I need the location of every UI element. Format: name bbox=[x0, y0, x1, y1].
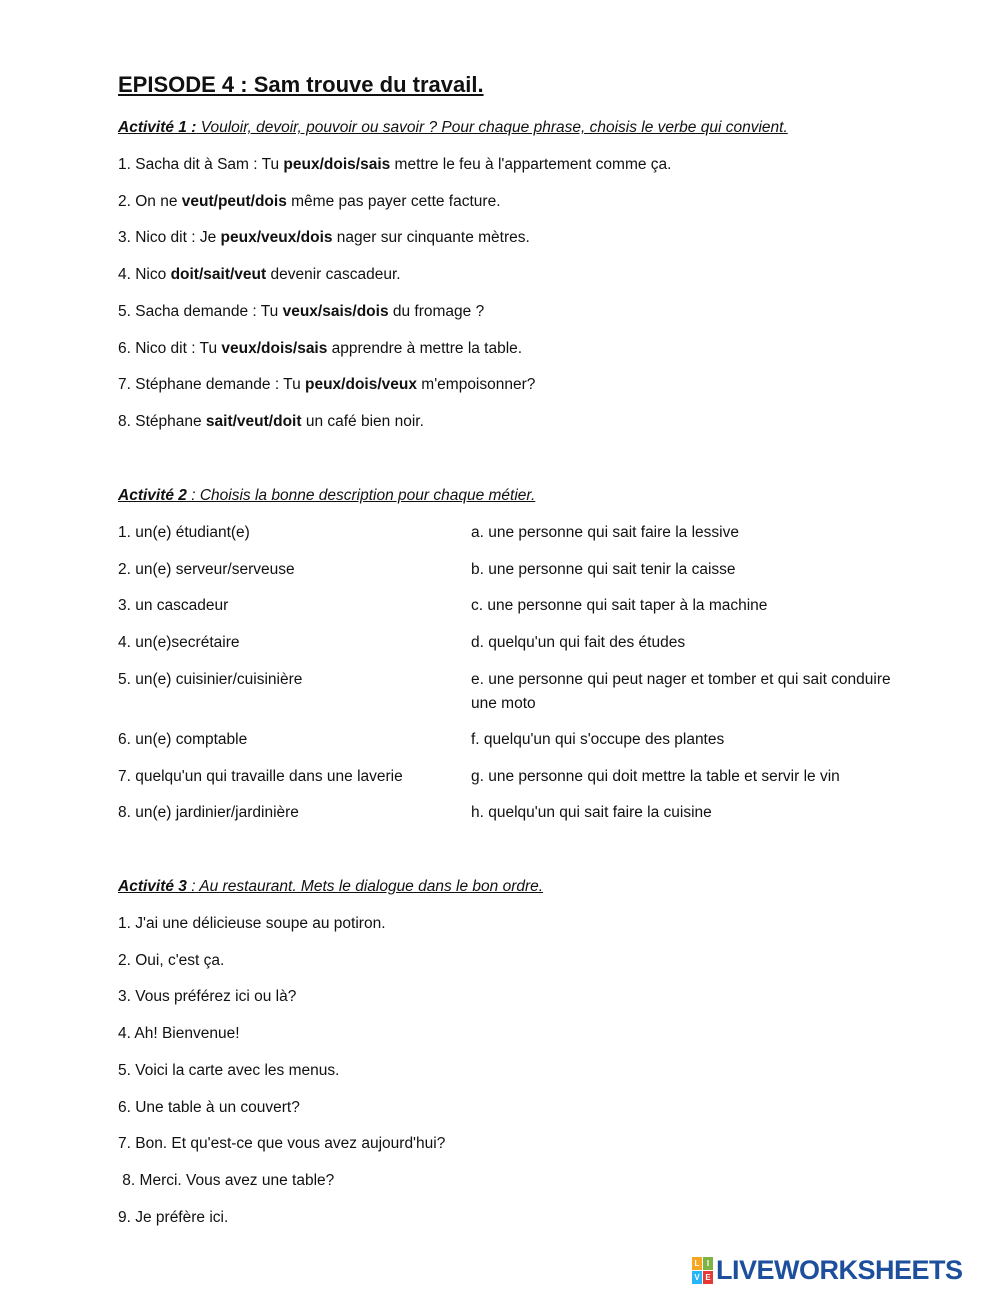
activity1-item bbox=[118, 228, 530, 248]
dialogue-line: 1. J'ai une délicieuse soupe au potiron. bbox=[118, 915, 386, 932]
item-text: du fromage ? bbox=[388, 303, 485, 320]
activity1-item bbox=[118, 302, 484, 322]
activity1-item bbox=[118, 155, 671, 175]
activity1-instruction: Vouloir, devoir, pouvoir ou savoir ? Pour chaque phrase, choisis le verbe qui convient. bbox=[196, 119, 788, 136]
verb-choice: veux/dois/sais bbox=[221, 340, 328, 357]
liveworksheets-logo bbox=[692, 1253, 963, 1287]
job-item: 3. un cascadeur bbox=[118, 597, 229, 614]
verb-choice: peux/veux/dois bbox=[220, 229, 333, 246]
verb-choice: sait/veut/doit bbox=[205, 413, 302, 430]
job-item: 8. un(e) jardinier/jardinière bbox=[118, 804, 299, 821]
verb-choice: peux/dois/veux bbox=[305, 376, 417, 393]
activity2-label: Activité 2 bbox=[118, 487, 187, 504]
description-item: d. quelqu'un qui fait des études bbox=[471, 634, 686, 651]
description-item: f. quelqu'un qui s'occupe des plantes bbox=[471, 731, 725, 748]
activity2-heading bbox=[118, 486, 535, 506]
liveworksheets-logo-icon bbox=[692, 1257, 712, 1283]
verb-choice: veut/peut/dois bbox=[181, 193, 287, 210]
dialogue-line: 5. Voici la carte avec les menus. bbox=[118, 1062, 340, 1079]
description-item-continued: une moto bbox=[471, 695, 536, 712]
item-text: 6. Nico dit : Tu bbox=[118, 340, 222, 357]
logo-text: LIVEWORKSHEETS bbox=[716, 1254, 963, 1285]
job-item: 4. un(e)secrétaire bbox=[118, 634, 240, 651]
description-item: h. quelqu'un qui sait faire la cuisine bbox=[471, 804, 712, 821]
dialogue-line: 7. Bon. Et qu'est-ce que vous avez aujourd'hui? bbox=[118, 1135, 446, 1152]
activity1-label: Activité 1 : bbox=[118, 119, 197, 136]
item-text: devenir cascadeur. bbox=[266, 266, 401, 283]
job-item: 5. un(e) cuisinier/cuisinière bbox=[118, 671, 303, 688]
dialogue-line: 9. Je préfère ici. bbox=[118, 1209, 229, 1226]
verb-choice: veux/sais/dois bbox=[282, 303, 389, 320]
item-text: 3. Nico dit : Je bbox=[118, 229, 221, 246]
job-item: 1. un(e) étudiant(e) bbox=[118, 524, 250, 541]
item-text: un café bien noir. bbox=[301, 413, 424, 430]
logo-tile: I bbox=[703, 1257, 713, 1270]
logo-tile: V bbox=[692, 1271, 702, 1284]
activity1-heading bbox=[118, 118, 788, 138]
activity2-instruction: : Choisis la bonne description pour chaque métier. bbox=[186, 487, 536, 504]
page-title: EPISODE 4 : Sam trouve du travail. bbox=[118, 72, 484, 97]
activity1-item bbox=[118, 265, 401, 285]
verb-choice: peux/dois/sais bbox=[283, 156, 391, 173]
activity1-item bbox=[118, 192, 501, 212]
item-text: 1. Sacha dit à Sam : Tu bbox=[118, 156, 284, 173]
item-text: 5. Sacha demande : Tu bbox=[118, 303, 283, 320]
item-text: 8. Stéphane bbox=[118, 413, 206, 430]
job-item: 7. quelqu'un qui travaille dans une laverie bbox=[118, 768, 403, 785]
dialogue-line: 4. Ah! Bienvenue! bbox=[118, 1025, 240, 1042]
activity1-item bbox=[118, 339, 522, 359]
description-item: e. une personne qui peut nager et tomber et qui sait conduire bbox=[471, 671, 891, 688]
description-item: c. une personne qui sait taper à la machine bbox=[471, 597, 768, 614]
dialogue-line: 2. Oui, c'est ça. bbox=[118, 952, 225, 969]
item-text: 7. Stéphane demande : Tu bbox=[118, 376, 305, 393]
logo-tile: E bbox=[703, 1271, 713, 1284]
item-text: 2. On ne bbox=[118, 193, 182, 210]
item-text: apprendre à mettre la table. bbox=[327, 340, 523, 357]
activity1-item bbox=[118, 412, 424, 432]
item-text: mettre le feu à l'appartement comme ça. bbox=[390, 156, 672, 173]
dialogue-line: 8. Merci. Vous avez une table? bbox=[118, 1172, 335, 1189]
description-item: g. une personne qui doit mettre la table et servir le vin bbox=[471, 768, 840, 785]
logo-tile: L bbox=[692, 1257, 702, 1270]
activity3-instruction: : Au restaurant. Mets le dialogue dans le bon ordre. bbox=[186, 878, 544, 895]
description-item: a. une personne qui sait faire la lessive bbox=[471, 524, 739, 541]
verb-choice: doit/sait/veut bbox=[170, 266, 267, 283]
item-text: nager sur cinquante mètres. bbox=[332, 229, 530, 246]
dialogue-line: 6. Une table à un couvert? bbox=[118, 1099, 300, 1116]
activity3-heading bbox=[118, 877, 543, 897]
activity1-item bbox=[118, 375, 535, 395]
description-item: b. une personne qui sait tenir la caisse bbox=[471, 561, 736, 578]
dialogue-line: 3. Vous préférez ici ou là? bbox=[118, 988, 297, 1005]
job-item: 2. un(e) serveur/serveuse bbox=[118, 561, 295, 578]
job-item: 6. un(e) comptable bbox=[118, 731, 248, 748]
activity3-label: Activité 3 bbox=[118, 878, 187, 895]
item-text: même pas payer cette facture. bbox=[286, 193, 501, 210]
item-text: 4. Nico bbox=[118, 266, 171, 283]
item-text: m'empoisonner? bbox=[416, 376, 536, 393]
